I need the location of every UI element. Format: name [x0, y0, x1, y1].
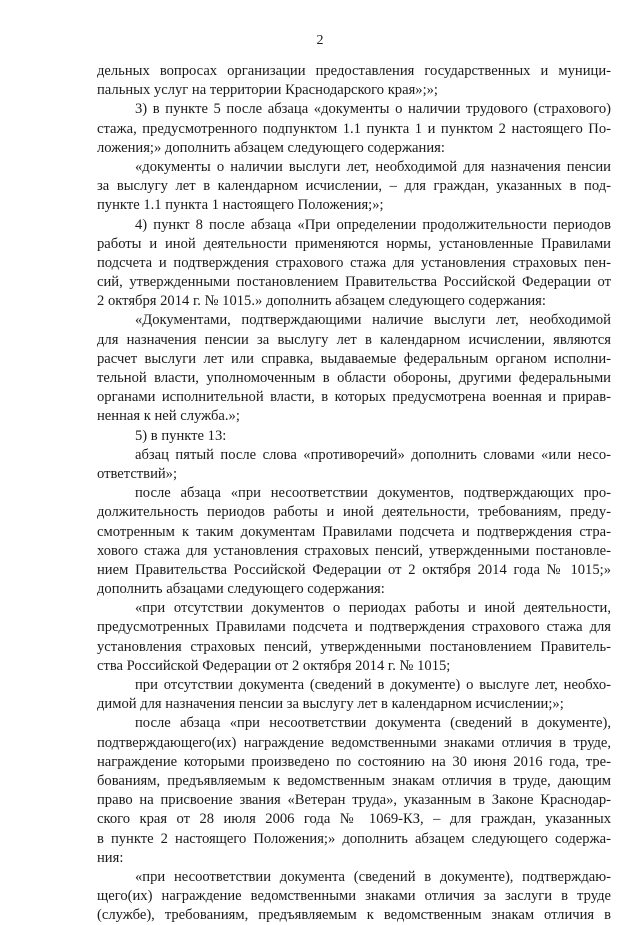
text-line: 5) в пункте 13:	[135, 427, 227, 444]
text-line: «документы о наличии выслуги лет, необходимой для назначения пенсии	[135, 158, 611, 175]
text-line: подтверждающего(их) награждение ведомственными знаками отличия в труде,	[97, 734, 611, 751]
text-line: сий, утвержденными постановлением Правительства Российской Федерации от	[97, 274, 611, 291]
text-line: право на присвоение звания «Ветеран труда», указанным в Законе Краснодар-	[97, 792, 611, 809]
text-line: ложения;» дополнить абзацем следующего содержания:	[97, 139, 445, 156]
text-line: 4) пункт 8 после абзаца «При определении продолжительности периодов	[135, 216, 611, 233]
text-line: должительность периодов работы и иной деятельности, требованиям, преду-	[97, 504, 611, 521]
text-line: после абзаца «при несоответствии документа (сведений в документе),	[135, 715, 611, 732]
document-text	[97, 62, 611, 925]
text-line: ства Российской Федерации от 2 октября 2014 г. № 1015;	[97, 657, 451, 674]
text-line: после абзаца «при несоответствии документов, подтверждающих про-	[135, 485, 611, 502]
text-line: «при несоответствии документа (сведений в документе), подтверждаю-	[135, 868, 611, 885]
text-line: 3) в пункте 5 после абзаца «документы о наличии трудового (страхового)	[135, 101, 611, 118]
text-line: щего(их) награждение ведомственными знаками отличия за заслуги в труде	[97, 888, 611, 905]
text-line: предусмотренных Правилами подсчета и подтверждения страхового стажа для	[97, 619, 611, 636]
text-line: ния:	[97, 849, 124, 866]
text-line: в пункте 2 настоящего Положения;» дополнить абзацем следующего содержа-	[97, 830, 611, 847]
text-line: пальных услуг на территории Краснодарского края»;»;	[97, 82, 438, 99]
text-line: дополнить абзацами следующего содержания:	[97, 581, 385, 598]
text-line: для назначения пенсии за выслугу лет в календарном исчислении, являются	[97, 331, 611, 348]
text-line: 2 октября 2014 г. № 1015.» дополнить абзацем следующего содержания:	[97, 293, 546, 310]
text-line: ненная к ней служба.»;	[97, 408, 240, 425]
text-line: стажа, предусмотренного подпунктом 1.1 пункта 1 и пунктом 2 настоящего По-	[97, 120, 611, 137]
text-line: хового стажа для установления страховых пенсий, утвержденными постановле-	[97, 542, 611, 559]
text-line: абзац пятый после слова «противоречий» дополнить словами «или несо-	[135, 446, 611, 463]
text-line: «Документами, подтверждающими наличие выслуги лет, необходимой	[135, 312, 611, 329]
text-line: «при отсутствии документов о периодах работы и иной деятельности,	[135, 600, 611, 617]
text-line: нием Правительства Российской Федерации от 2 октября 2014 года № 1015;»	[97, 561, 611, 578]
text-line: за выслугу лет в календарном исчислении, – для граждан, указанных в под-	[97, 178, 611, 195]
text-line: при отсутствии документа (сведений в документе) о выслуге лет, необхо-	[135, 677, 611, 693]
text-line: дельных вопросах организации предоставления государственных и муници-	[97, 63, 611, 79]
text-line: работы и иной деятельности применяются нормы, установленные Правилами	[97, 235, 611, 252]
text-line: димой для назначения пенсии за выслугу лет в календарном исчислении;»;	[97, 696, 564, 713]
text-line: ответствий»;	[97, 465, 178, 482]
text-line: бованиям, предъявляемым к ведомственным знакам отличия в труде, дающим	[97, 772, 611, 789]
text-line: подсчета и подтверждения страхового стажа для установления страховых пен-	[97, 254, 611, 271]
text-line: органами исполнительной власти, в которых предусмотрена военная и прирав-	[97, 389, 611, 406]
text-line: пункте 1.1 пункта 1 настоящего Положения;»;	[97, 197, 384, 214]
text-line: награждение которыми произведено по состоянию на 30 июня 2016 года, тре-	[97, 753, 611, 770]
page-number: 2	[316, 33, 324, 48]
text-line: смотренным к таким документам Правилами подсчета и подтверждения стра-	[97, 523, 611, 540]
text-line: (службе), требованиям, предъявляемым к ведомственным знакам отличия в	[97, 907, 611, 924]
text-line: установления страховых пенсий, утвержденными постановлением Правитель-	[97, 638, 611, 655]
text-line: тельной власти, уполномоченным в области обороны, другими федеральными	[97, 370, 611, 386]
text-line: расчет выслуги лет или справка, выдаваемые федеральным органом исполни-	[97, 350, 611, 367]
text-line: ского края от 28 июля 2006 года № 1069-КЗ, – для граждан, указанных	[97, 811, 611, 828]
